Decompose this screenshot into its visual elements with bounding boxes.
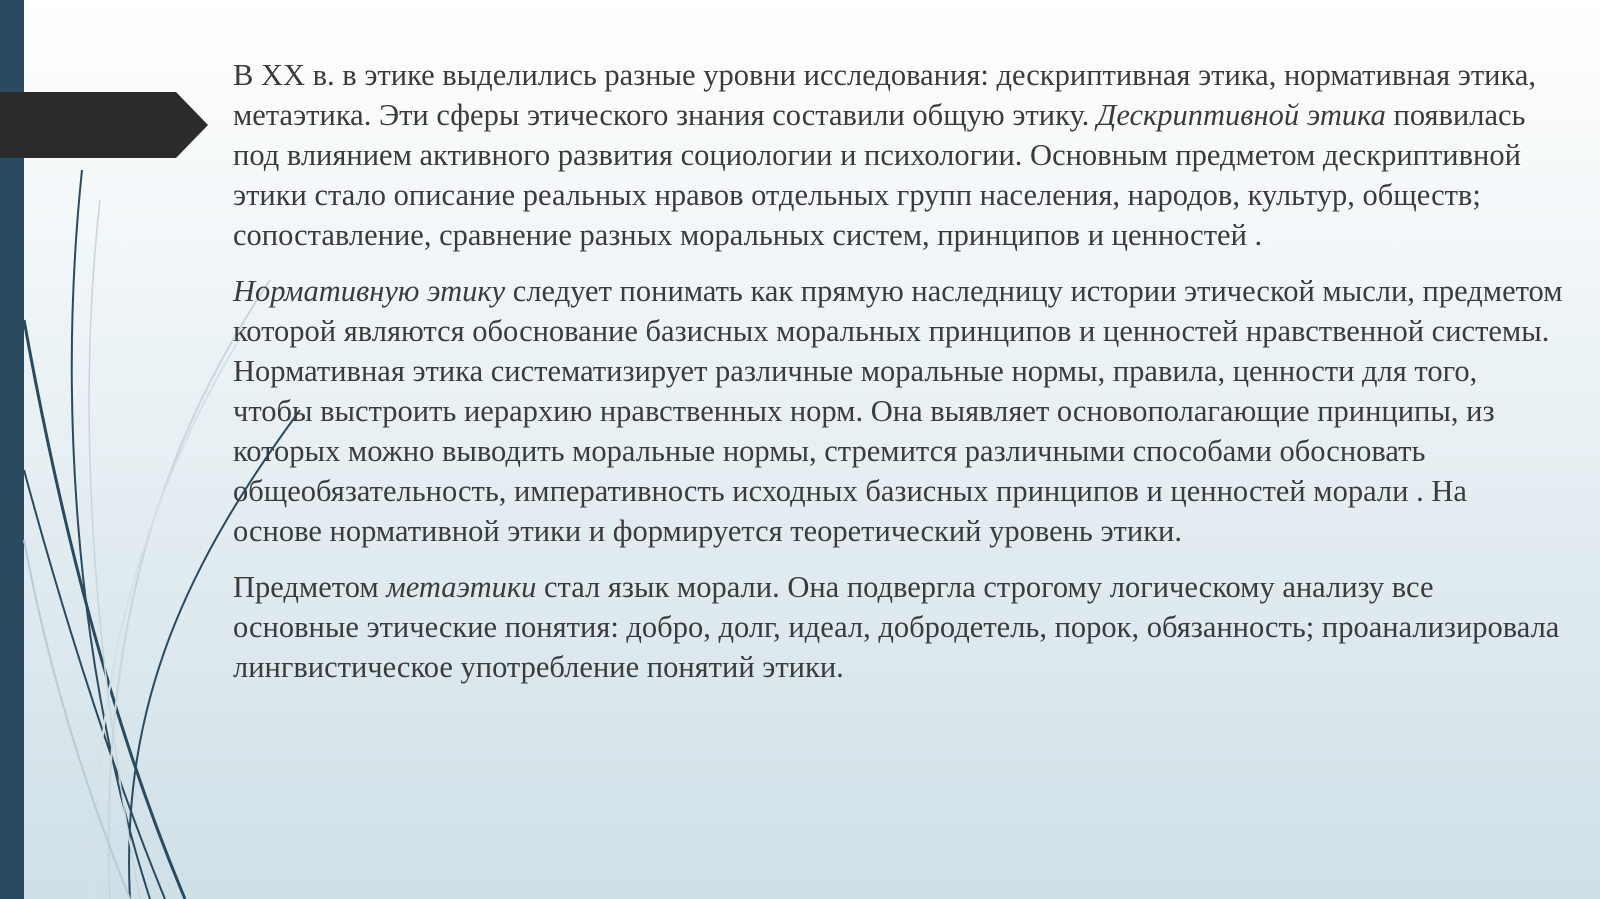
paragraph-normative-ethics [233, 271, 1563, 551]
title-arrow-tab [0, 92, 210, 158]
paragraph-text: следует понимать как прямую наследницу истории этической мысли, предметом которой являются обоснование базисных моральных принципов и ценностей нравственной системы. Нормативная этика систематизирует различные моральные нормы, правила, ценности для того, чтобы выстроить иерархию нравственных норм. Она выявляет основополагающие принципы, из которых можно выводить моральные нормы, стремится различными способами обосновать общеобязательность, императивность исходных базисных принципов и ценностей морали . На основе нормативной этики и формируется теоретический уровень этики. [233, 274, 1563, 548]
emphasis-term: метаэтики [386, 570, 537, 604]
paragraph-metaethics [233, 567, 1563, 687]
emphasis-term: Дескриптивной этика [1096, 98, 1386, 132]
paragraph-text: Предметом [233, 570, 387, 604]
paragraph-text: появилась под влиянием активного развития социологии и психологии. Основным предметом дескриптивной этики стало описание реальных нравов отдельных групп населения, народов, культур, обществ; сопоставление, сравнение разных моральных систем, принципов и ценностей . [233, 98, 1526, 252]
paragraph-text: стал язык морали. Она подвергла строгому логическому анализу все основные этические понятия: добро, долг, идеал, добродетель, порок, обязанность; проанализировала лингвистическое употребление понятий этики. [233, 570, 1560, 684]
slide-body-text [233, 55, 1563, 703]
paragraph-text: В XX в. в этике выделились разные уровни исследования: дескриптивная этика, нормативная этика, метаэтика. Эти сферы этического знания составили общую этику. [233, 58, 1536, 132]
emphasis-term: Нормативную этику [233, 274, 506, 308]
paragraph-descriptive-ethics [233, 55, 1563, 255]
